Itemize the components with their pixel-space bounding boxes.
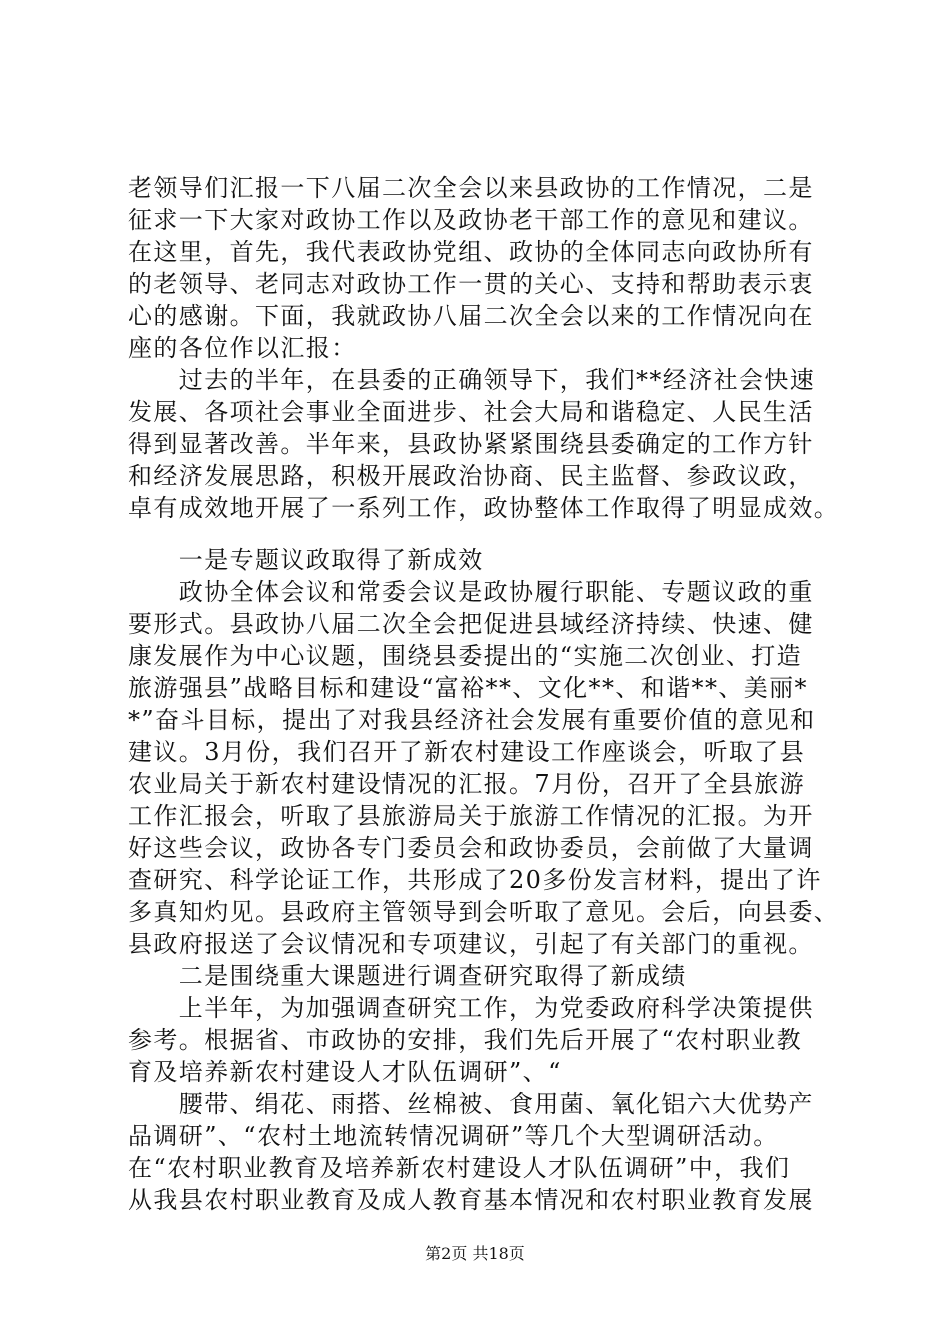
- text-line: 心的感谢。下面，我就政协八届二次全会以来的工作情况向在: [128, 302, 814, 330]
- text-line: 工作汇报会，听取了县旅游局关于旅游工作情况的汇报。为开: [128, 802, 814, 830]
- body-text: [128, 172, 848, 1216]
- text-line: 政协全体会议和常委会议是政协履行职能、专题议政的重: [128, 578, 814, 606]
- text-line: 一是专题议政取得了新成效: [128, 546, 484, 574]
- text-line: 过去的半年，在县委的正确领导下，我们**经济社会快速: [128, 366, 816, 394]
- text-line: 腰带、绢花、雨搭、丝棉被、食用菌、氧化铝六大优势产: [128, 1090, 814, 1118]
- text-line: 康发展作为中心议题，围绕县委提出的“实施二次创业、打造: [128, 642, 803, 670]
- paragraph-gap: [128, 524, 848, 544]
- text-block-main: [128, 544, 848, 1216]
- text-line: 好这些会议，政协各专门委员会和政协委员，会前做了大量调: [128, 834, 814, 862]
- text-line: 建议。3月份，我们召开了新农村建设工作座谈会，听取了县: [128, 738, 806, 766]
- text-line: 品调研”、“农村土地流转情况调研”等几个大型调研活动。: [128, 1122, 779, 1150]
- text-line: 育及培养新农村建设人才队伍调研”、“: [128, 1058, 562, 1086]
- text-line: 卓有成效地开展了一系列工作，政协整体工作取得了明显成效。: [128, 494, 840, 522]
- text-line: 要形式。县政协八届二次全会把促进县域经济持续、快速、健: [128, 610, 814, 638]
- text-line: 老领导们汇报一下八届二次全会以来县政协的工作情况，二是: [128, 174, 814, 202]
- text-line: 参考。根据省、市政协的安排，我们先后开展了“农村职业教: [128, 1026, 803, 1054]
- text-line: 得到显著改善。半年来，县政协紧紧围绕县委确定的工作方针: [128, 430, 814, 458]
- text-line: 农业局关于新农村建设情况的汇报。7月份，召开了全县旅游: [128, 770, 806, 798]
- text-line: 二是围绕重大课题进行调查研究取得了新成绩: [128, 962, 687, 990]
- page-footer: 第2页 共18页: [425, 1244, 525, 1263]
- text-line: *”奋斗目标，提出了对我县经济社会发展有重要价值的意见和: [128, 706, 816, 734]
- text-line: 在这里，首先，我代表政协党组、政协的全体同志向政协所有: [128, 238, 814, 266]
- text-line: 县政府报送了会议情况和专项建议，引起了有关部门的重视。: [128, 930, 814, 958]
- text-line: 座的各位作以汇报：: [128, 334, 357, 362]
- text-line: 的老领导、老同志对政协工作一贯的关心、支持和帮助表示衷: [128, 270, 814, 298]
- text-line: 从我县农村职业教育及成人教育基本情况和农村职业教育发展: [128, 1186, 814, 1214]
- text-block-intro: [128, 172, 848, 524]
- text-line: 旅游强县”战略目标和建设“富裕**、文化**、和谐**、美丽*: [128, 674, 808, 702]
- text-line: 发展、各项社会事业全面进步、社会大局和谐稳定、人民生活: [128, 398, 814, 426]
- text-line: 和经济发展思路，积极开展政治协商、民主监督、参政议政，: [128, 462, 814, 490]
- text-line: 征求一下大家对政协工作以及政协老干部工作的意见和建议。: [128, 206, 814, 234]
- text-line: 多真知灼见。县政府主管领导到会听取了意见。会后，向县委、: [128, 898, 840, 926]
- text-line: 查研究、科学论证工作，共形成了20多份发言材料，提出了许: [128, 866, 822, 894]
- text-line: 在“农村职业教育及培养新农村建设人才队伍调研”中，我们: [128, 1154, 791, 1182]
- text-line: 上半年，为加强调查研究工作，为党委政府科学决策提供: [128, 994, 814, 1022]
